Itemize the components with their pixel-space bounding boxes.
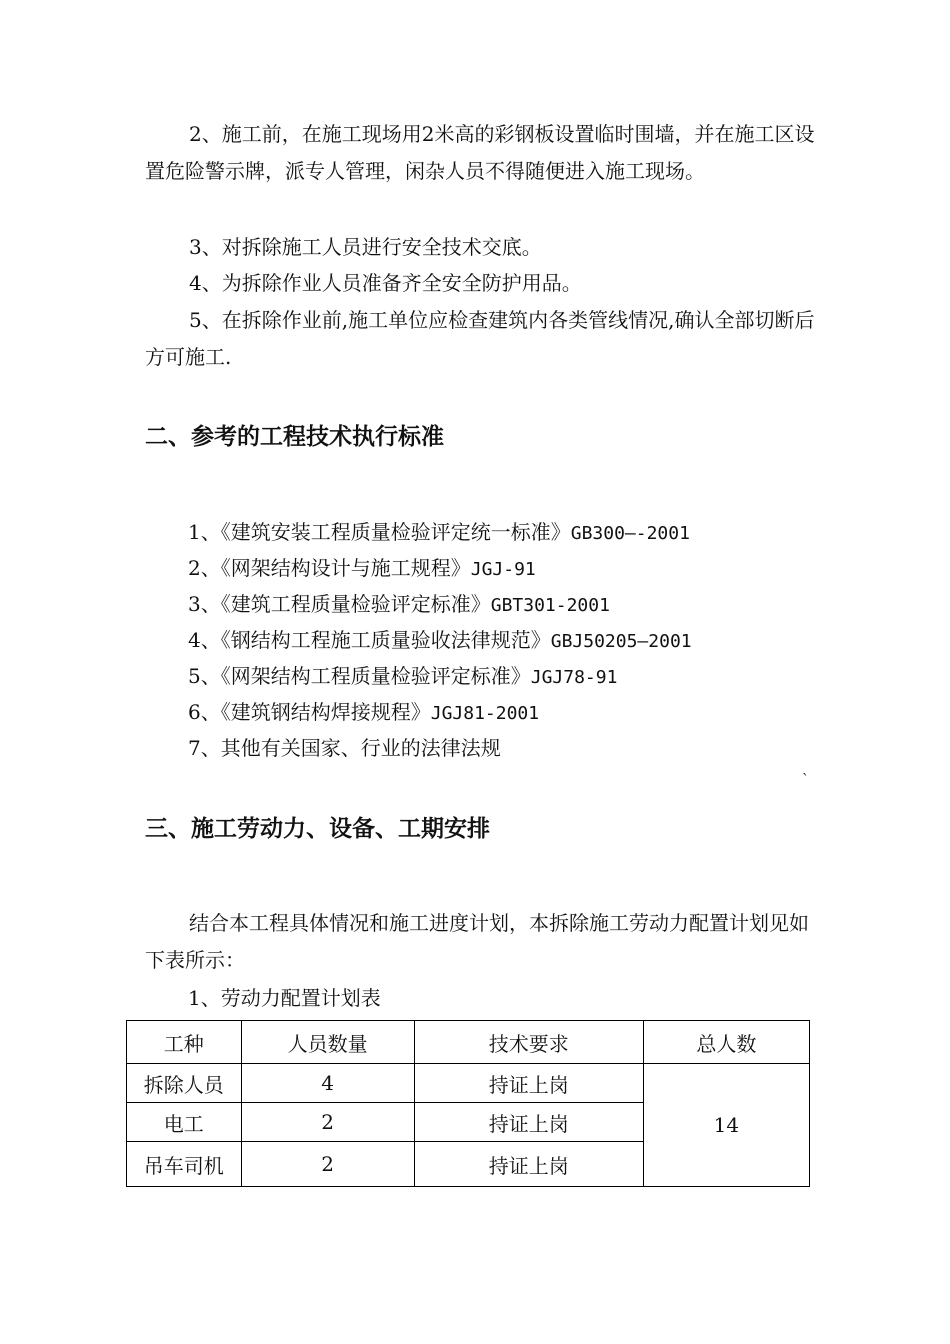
table-cell: 持证上岗 <box>414 1142 643 1187</box>
table-title: 1、劳动力配置计划表 <box>188 986 381 1010</box>
table-cell: 电工 <box>127 1103 242 1142</box>
standard-item: 1、《建筑安装工程质量检验评定统一标准》GB300—-2001 <box>188 520 690 544</box>
standard-item: 2、《网架结构设计与施工规程》JGJ-91 <box>188 556 536 580</box>
table-cell: 持证上岗 <box>414 1103 643 1142</box>
total-cell: 14 <box>643 1064 809 1187</box>
table-header-row <box>127 1021 810 1064</box>
intro-paragraph-1: 2、施工前，在施工现场用2米高的彩钢板设置临时围墙，并在施工区设置危险警示牌，派专人管理，闲杂人员不得随便进入施工现场。 <box>145 122 815 183</box>
standard-item: 5、《网架结构工程质量检验评定标准》JGJ78-91 <box>188 664 618 688</box>
table-cell: 拆除人员 <box>127 1064 242 1103</box>
section3-heading: 三、施工劳动力、设备、工期安排 <box>145 816 490 842</box>
section2-heading: 二、参考的工程技术执行标准 <box>145 424 444 450</box>
header-cell: 总人数 <box>643 1021 809 1064</box>
intro-paragraph-3: 4、为拆除作业人员准备齐全安全防护用品。 <box>189 271 582 295</box>
header-cell: 人员数量 <box>241 1021 414 1064</box>
table-cell: 吊车司机 <box>127 1142 242 1187</box>
stray-mark: ` <box>802 772 809 788</box>
labor-plan-table <box>126 1020 810 1187</box>
intro-paragraph-4: 5、在拆除作业前,施工单位应检查建筑内各类管线情况,确认全部切断后方可施工. <box>145 308 815 369</box>
table-row <box>127 1064 810 1103</box>
header-cell: 技术要求 <box>414 1021 643 1064</box>
intro-paragraph-2: 3、对拆除施工人员进行安全技术交底。 <box>189 235 542 259</box>
table-cell: 4 <box>241 1064 414 1103</box>
standard-item: 7、其他有关国家、行业的法律法规 <box>188 736 501 760</box>
standard-item: 4、《钢结构工程施工质量验收法律规范》GBJ50205—2001 <box>188 628 692 652</box>
standard-item: 6、《建筑钢结构焊接规程》JGJ81-2001 <box>188 700 540 724</box>
section3-paragraph: 结合本工程具体情况和施工进度计划，本拆除施工劳动力配置计划见如下表所示： <box>145 911 809 972</box>
table-cell: 2 <box>241 1103 414 1142</box>
standard-item: 3、《建筑工程质量检验评定标准》GBT301-2001 <box>188 592 610 616</box>
table-cell: 持证上岗 <box>414 1064 643 1103</box>
table-cell: 2 <box>241 1142 414 1187</box>
header-cell: 工种 <box>127 1021 242 1064</box>
